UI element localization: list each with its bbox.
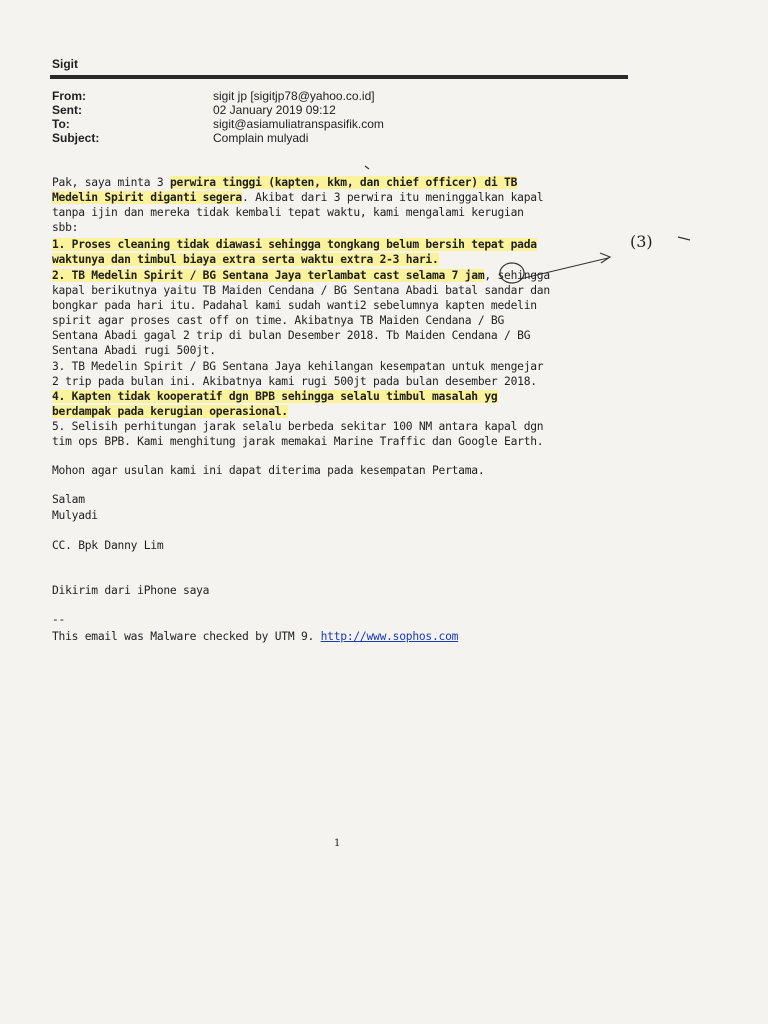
body-line: bongkar pada hari itu. Padahal kami sudah wanti2 sebelumnya kapten medelin [52,299,537,312]
from-label: From: [52,89,86,103]
from-value: sigit jp [sigitjp78@yahoo.co.id] [213,89,375,103]
to-label: To: [52,117,70,131]
highlighted-text: Medelin Spirit diganti segera [52,191,242,204]
sent-from-line: Dikirim dari iPhone saya [52,584,210,597]
sophos-link[interactable]: http://www.sophos.com [320,630,459,643]
pen-tick-mark [365,166,369,169]
sent-label: Sent: [52,103,82,117]
highlighted-text: 4. Kapten tidak kooperatif dgn BPB sehingga selalu timbul masalah yg [52,390,498,403]
page-number: 1 [334,838,341,849]
body-line: tanpa ijin dan mereka tidak kembali tepat waktu, kami mengalami kerugian [52,206,524,219]
highlighted-text: berdampak pada kerugian operasional. [52,405,288,418]
body-line: Sentana Abadi rugi 500jt. [52,344,216,357]
highlighted-text: waktunya dan timbul biaya extra serta waktu extra 2-3 hari. [52,253,439,266]
body-line: Pak, saya minta 3 perwira tinggi (kapten, kkm, dan chief officer) di TB [52,176,518,189]
cc-line: CC. Bpk Danny Lim [52,539,164,552]
body-line: kapal berikutnya yaitu TB Maiden Cendana / BG Sentana Abadi batal sandar dan [52,284,550,297]
highlighted-text: perwira tinggi (kapten, kkm, dan chief officer) di TB [169,176,518,189]
body-line: tim ops BPB. Kami menghitung jarak memakai Marine Traffic dan Google Earth. [52,435,544,448]
circled-number-mark [500,263,524,283]
subject-label: Subject: [52,131,100,145]
signature-separator: -- [52,613,66,626]
body-line: 5. Selisih perhitungan jarak selalu berbeda sekitar 100 NM antara kapal dgn [52,420,544,433]
subject-value: Complain mulyadi [213,131,309,145]
pen-arrow-head [600,253,610,263]
body-line: Medelin Spirit diganti segera. Akibat dari 3 perwira itu meninggalkan kapal [52,191,544,204]
highlighted-text: 2. TB Medelin Spirit / BG Sentana Jaya terlambat cast selama 7 jam [52,269,485,282]
closing-line: Mohon agar usulan kami ini dapat diterima pada kesempatan Pertama. [52,464,485,477]
sender-name: Sigit [52,57,78,71]
pen-arrow-mark [520,258,608,279]
malware-notice: This email was Malware checked by UTM 9. http://www.sophos.com [52,630,459,643]
body-line: 3. TB Medelin Spirit / BG Sentana Jaya kehilangan kesempatan untuk mengejar [52,360,544,373]
sent-value: 02 January 2019 09:12 [213,103,336,117]
body-line: 2. TB Medelin Spirit / BG Sentana Jaya terlambat cast selama 7 jam, sehingga [52,269,550,282]
signer-name: Mulyadi [52,509,98,522]
pen-dash-mark [678,237,690,240]
body-line: Sentana Abadi gagal 2 trip di bulan Desember 2018. Tb Maiden Cendana / BG [52,329,531,342]
salutation: Salam [52,493,85,506]
highlighted-text: 1. Proses cleaning tidak diawasi sehingga tongkang belum bersih tepat pada [52,238,537,251]
handwritten-annotation: (3) [630,232,653,251]
body-line: sbb: [52,221,79,234]
to-value: sigit@asiamuliatranspasifik.com [213,117,384,131]
body-line: 2 trip pada bulan ini. Akibatnya kami rugi 500jt pada bulan desember 2018. [52,375,537,388]
body-line: spirit agar proses cast off on time. Akibatnya TB Maiden Cendana / BG [52,314,505,327]
